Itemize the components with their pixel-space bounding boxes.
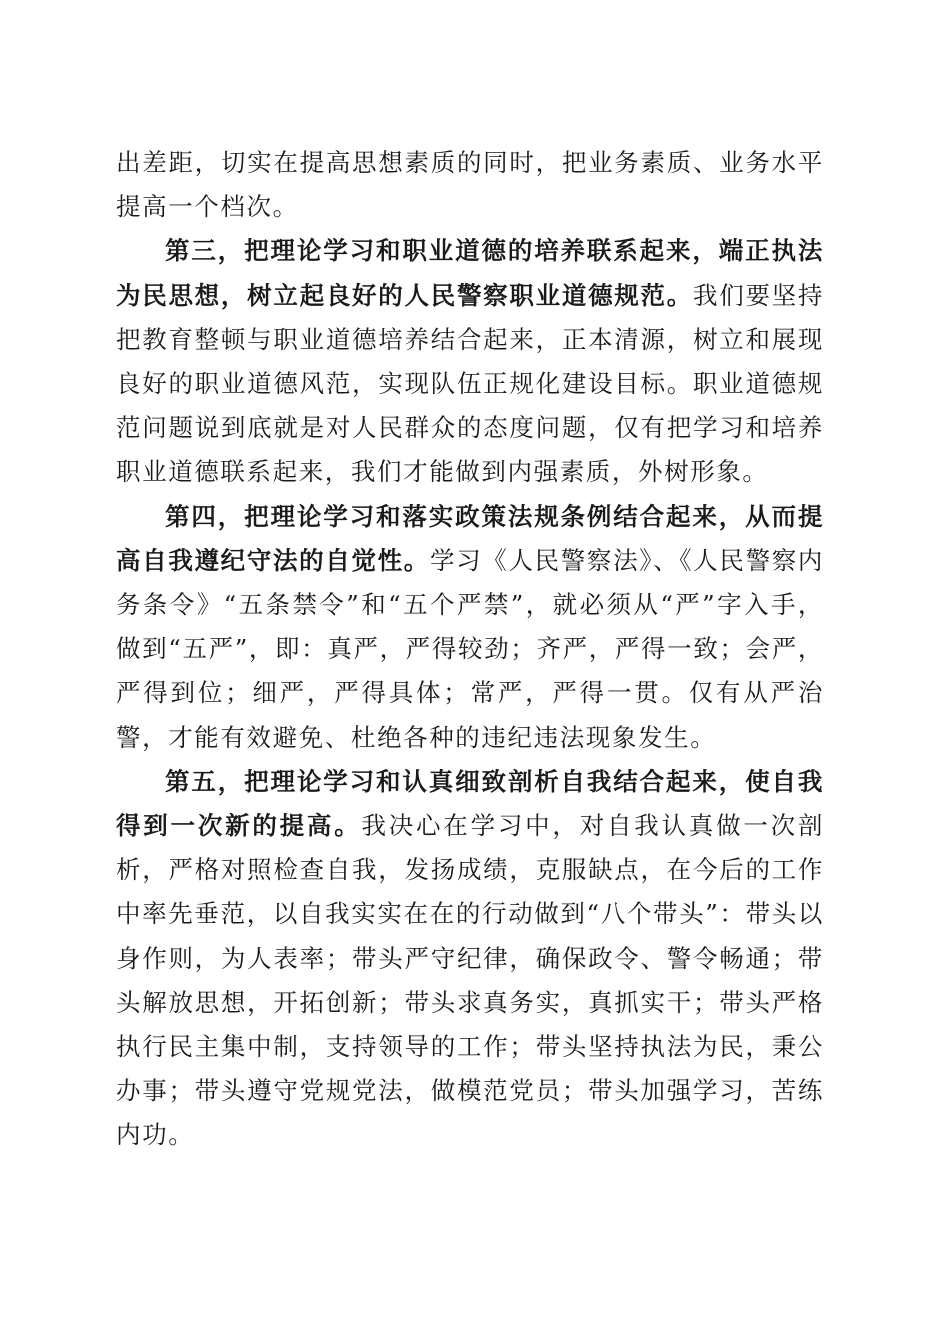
paragraph-third-point <box>116 229 824 494</box>
paragraph-fifth-point <box>116 760 824 1158</box>
paragraph-lead: 第四，把理论学习和落实政策法规条例结合起来，从而提高自我遵纪守法的自觉性。 <box>116 501 824 575</box>
document-body <box>116 141 824 1158</box>
paragraph-body: 我决心在学习中，对自我认真做一次剖析，严格对照检查自我，发扬成绩，克服缺点，在今后的工作中率先垂范，以自我实实在在的行动做到“八个带头”：带头以身作则，为人表率；带头严守纪律，确保政令、警令畅通；带头解放思想，开拓创新；带头求真务实，真抓实干；带头严格执行民主集中制，支持领导的工作；带头坚持执法为民，秉公办事；带头遵守党规党法，做模范党员；带头加强学习，苦练内功。 <box>116 811 824 1150</box>
paragraph-continuation <box>116 141 824 229</box>
paragraph-lead: 第五，把理论学习和认真细致剖析自我结合起来，使自我得到一次新的提高。 <box>116 766 824 841</box>
paragraph-lead: 第三，把理论学习和职业道德的培养联系起来，端正执法为民思想，树立起良好的人民警察职业道德规范。 <box>116 236 824 310</box>
paragraph-fourth-point <box>116 495 824 760</box>
paragraph-body: 学习《人民警察法》、《人民警察内务条令》“五条禁令”和“五个严禁”，就必须从“严”字入手，做到“五严”，即：真严，严得较劲；齐严，严得一致；会严，严得到位；细严，严得具体；常严，严得一贯。仅有从严治警，才能有效避免、杜绝各种的违纪违法现象发生。 <box>116 545 824 752</box>
paragraph-body: 出差距，切实在提高思想素质的同时，把业务素质、业务水平提高一个档次。 <box>116 148 824 222</box>
paragraph-body: 我们要坚持把教育整顿与职业道德培养结合起来，正本清源，树立和展现良好的职业道德风范，实现队伍正规化建设目标。职业道德规范问题说到底就是对人民群众的态度问题，仅有把学习和培养职业道德联系起来，我们才能做到内强素质，外树形象。 <box>116 280 825 487</box>
